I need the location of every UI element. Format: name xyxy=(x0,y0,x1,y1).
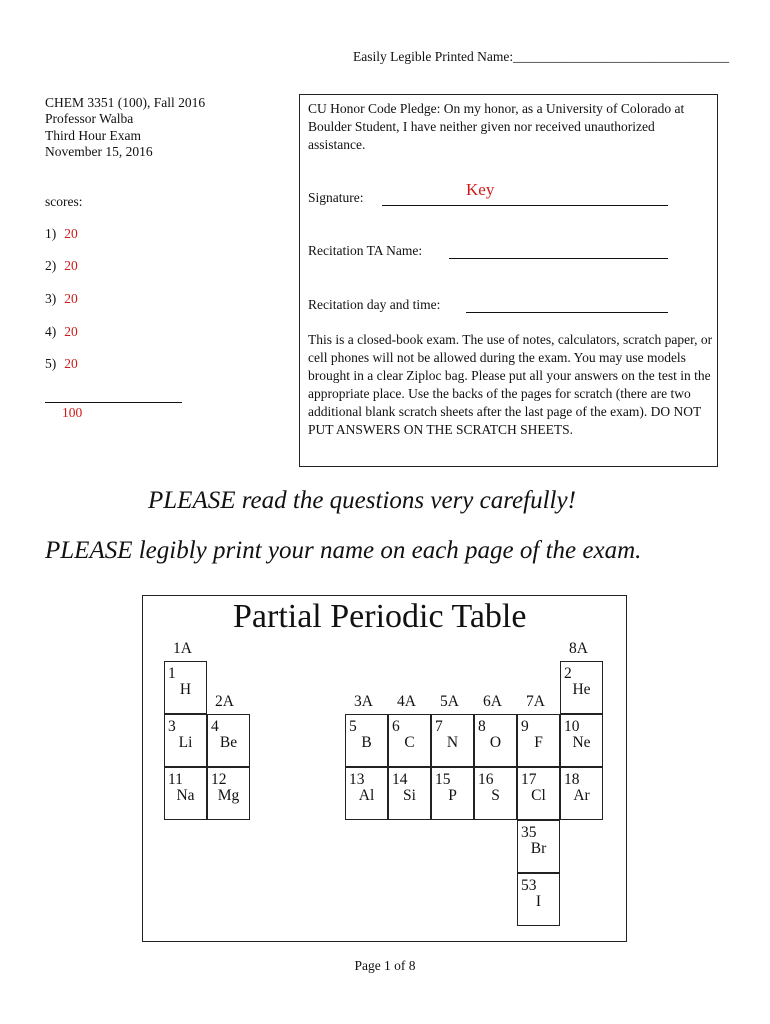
element-symbol: I xyxy=(535,893,542,910)
score-value: 20 xyxy=(64,226,78,241)
exam-instructions: This is a closed-book exam. The use of notes, calculators, scratch paper, or cell phones will not be allowed during the exam. You may use models brought in a clear Ziploc bag. Please put all your answers on the test in the appropriate place. Use the backs of the pages for scratch (there are two additional blank scratch sheets after the last page of the exam). DO NOT PUT ANSWERS ON THE SCRATCH SHEETS. xyxy=(308,332,713,437)
element-symbol: Al xyxy=(358,787,375,804)
atomic-number: 11 xyxy=(168,771,183,788)
group-label-6a: 6A xyxy=(483,693,502,710)
signature-label: Signature: xyxy=(308,190,364,205)
atomic-number: 14 xyxy=(392,771,408,788)
atomic-number: 2 xyxy=(564,665,572,682)
atomic-number: 15 xyxy=(435,771,451,788)
element-li xyxy=(164,714,207,767)
element-symbol: Ar xyxy=(573,787,590,804)
group-label-4a: 4A xyxy=(397,693,416,710)
element-ne xyxy=(560,714,603,767)
element-symbol: He xyxy=(572,681,591,698)
exam-name: Third Hour Exam xyxy=(45,127,141,143)
score-number: 4) xyxy=(45,324,57,339)
atomic-number: 17 xyxy=(521,771,537,788)
signature-field[interactable] xyxy=(382,205,668,206)
element-symbol: N xyxy=(446,734,459,751)
score-number: 3) xyxy=(45,291,57,306)
element-p xyxy=(431,767,474,820)
atomic-number: 16 xyxy=(478,771,494,788)
element-si xyxy=(388,767,431,820)
exam-date: November 15, 2016 xyxy=(45,143,153,159)
score-value: 20 xyxy=(64,291,78,306)
element-symbol: Cl xyxy=(531,787,546,804)
element-symbol: Si xyxy=(403,787,416,804)
score-value: 20 xyxy=(64,258,78,273)
honor-pledge: CU Honor Code Pledge: On my honor, as a University of Colorado at Boulder Student, I have neither given nor received unauthorized assistance. xyxy=(308,101,685,152)
recitation-day-label: Recitation day and time: xyxy=(308,297,441,312)
element-al xyxy=(345,767,388,820)
notice-read-carefully: PLEASE read the questions very carefully! xyxy=(148,487,576,514)
score-total: 100 xyxy=(62,405,83,420)
group-label-3a: 3A xyxy=(354,693,373,710)
group-label-7a: 7A xyxy=(526,693,545,710)
group-label-8a: 8A xyxy=(569,640,588,657)
scores-label: scores: xyxy=(45,194,83,209)
signature-value: Key xyxy=(466,180,495,199)
atomic-number: 13 xyxy=(349,771,365,788)
element-symbol: Ne xyxy=(572,734,591,751)
element-symbol: S xyxy=(491,787,500,804)
element-symbol: Br xyxy=(530,840,547,857)
score-row xyxy=(45,324,78,340)
atomic-number: 9 xyxy=(521,718,529,735)
atomic-number: 10 xyxy=(564,718,580,735)
score-number: 2) xyxy=(45,258,57,273)
element-symbol: C xyxy=(404,734,415,751)
element-symbol: B xyxy=(361,734,372,751)
element-symbol: Mg xyxy=(217,787,240,804)
element-h xyxy=(164,661,207,714)
recitation-day-field[interactable] xyxy=(466,312,668,313)
atomic-number: 35 xyxy=(521,824,537,841)
element-n xyxy=(431,714,474,767)
atomic-number: 7 xyxy=(435,718,443,735)
score-row xyxy=(45,258,78,274)
element-i xyxy=(517,873,560,926)
element-symbol: O xyxy=(489,734,502,751)
atomic-number: 8 xyxy=(478,718,486,735)
printed-name-line[interactable]: Easily Legible Printed Name:________________________________ xyxy=(353,49,730,64)
atomic-number: 53 xyxy=(521,877,537,894)
atomic-number: 6 xyxy=(392,718,400,735)
ta-name-field[interactable] xyxy=(449,258,668,259)
element-c xyxy=(388,714,431,767)
element-symbol: F xyxy=(534,734,543,751)
atomic-number: 5 xyxy=(349,718,357,735)
element-symbol: P xyxy=(448,787,457,804)
element-mg xyxy=(207,767,250,820)
element-s xyxy=(474,767,517,820)
score-value: 20 xyxy=(64,356,78,371)
group-label-1a: 1A xyxy=(173,640,192,657)
element-b xyxy=(345,714,388,767)
element-symbol: Na xyxy=(176,787,195,804)
atomic-number: 3 xyxy=(168,718,176,735)
element-cl xyxy=(517,767,560,820)
element-ar xyxy=(560,767,603,820)
notice-print-name: PLEASE legibly print your name on each page of the exam. xyxy=(45,537,642,564)
course-code: CHEM 3351 (100), Fall 2016 xyxy=(45,95,206,110)
element-symbol: Be xyxy=(219,734,238,751)
element-symbol: H xyxy=(179,681,192,698)
periodic-table-title: Partial Periodic Table xyxy=(233,598,527,635)
total-divider xyxy=(45,402,182,403)
score-row xyxy=(45,291,78,307)
page-number: Page 1 of 8 xyxy=(354,958,416,973)
score-row xyxy=(45,356,78,372)
element-f xyxy=(517,714,560,767)
group-label-2a: 2A xyxy=(215,693,234,710)
group-label-5a: 5A xyxy=(440,693,459,710)
element-symbol: Li xyxy=(178,734,193,751)
atomic-number: 1 xyxy=(168,665,176,682)
ta-name-label: Recitation TA Name: xyxy=(308,243,423,258)
score-row xyxy=(45,226,78,242)
atomic-number: 18 xyxy=(564,771,580,788)
score-number: 5) xyxy=(45,356,57,371)
course-info xyxy=(45,95,205,160)
score-number: 1) xyxy=(45,226,57,241)
atomic-number: 4 xyxy=(211,718,219,735)
element-br xyxy=(517,820,560,873)
element-he xyxy=(560,661,603,714)
score-value: 20 xyxy=(64,324,78,339)
element-o xyxy=(474,714,517,767)
element-be xyxy=(207,714,250,767)
professor: Professor Walba xyxy=(45,111,134,127)
element-na xyxy=(164,767,207,820)
atomic-number: 12 xyxy=(211,771,227,788)
